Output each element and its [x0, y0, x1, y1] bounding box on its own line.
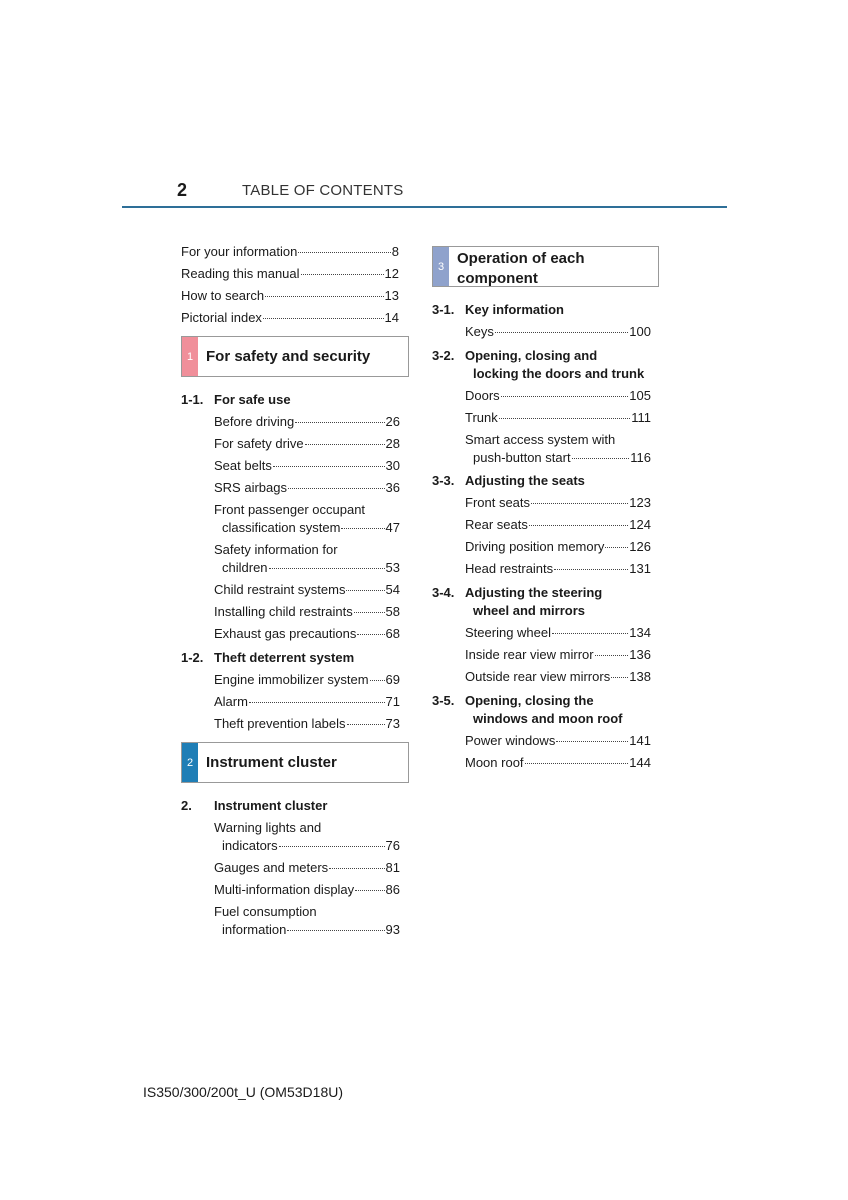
toc-entry[interactable]	[465, 646, 651, 664]
entry-title: Moon roof	[465, 755, 524, 770]
page-number: 68	[385, 626, 400, 641]
dot-leader	[287, 930, 384, 931]
group-3-3-number: 3-3.	[432, 473, 455, 488]
page-number: 126	[629, 539, 651, 554]
section-3-header[interactable]	[432, 246, 659, 287]
toc-entry[interactable]	[465, 668, 651, 686]
dot-leader	[501, 396, 629, 397]
entry-title: Before driving	[214, 414, 295, 429]
group-2-title[interactable]: Instrument cluster	[214, 798, 328, 813]
group-3-1-title[interactable]: Key information	[465, 302, 564, 317]
dot-leader	[265, 296, 383, 297]
page-number: 144	[629, 755, 651, 770]
entry-title: indicators	[222, 838, 278, 853]
toc-entry[interactable]	[181, 265, 399, 283]
section-2-header[interactable]	[181, 742, 409, 783]
entry-title: Reading this manual	[181, 266, 300, 281]
page-number: 36	[385, 480, 400, 495]
group-3-4-title-line2: wheel and mirrors	[473, 603, 585, 618]
dot-leader	[554, 569, 628, 570]
entry-title-line1: Smart access system with	[465, 432, 616, 447]
page-number: 26	[385, 414, 400, 429]
page-number: 54	[385, 582, 400, 597]
dot-leader	[341, 528, 384, 529]
page-header	[122, 178, 727, 208]
dot-leader	[529, 525, 628, 526]
group-3-5-number: 3-5.	[432, 693, 455, 708]
dot-leader	[354, 612, 385, 613]
page-number: 86	[385, 882, 400, 897]
dot-leader	[329, 868, 384, 869]
entry-title: children	[222, 560, 268, 575]
entry-title: Theft prevention labels	[214, 716, 346, 731]
toc-entry[interactable]	[214, 671, 400, 689]
page-number: 134	[629, 625, 651, 640]
toc-entry[interactable]	[222, 519, 400, 537]
group-3-2-title[interactable]: Opening, closing and	[465, 348, 598, 363]
toc-entry[interactable]	[214, 435, 400, 453]
toc-entry[interactable]	[465, 538, 651, 556]
page-number: 12	[384, 266, 399, 281]
entry-title-line1: Front passenger occupant	[214, 502, 366, 517]
dot-leader	[556, 741, 628, 742]
dot-leader	[279, 846, 385, 847]
footer-model-code: IS350/300/200t_U (OM53D18U)	[143, 1084, 343, 1100]
page-number: 111	[631, 410, 651, 425]
entry-title: Trunk	[465, 410, 498, 425]
entry-title: classification system	[222, 520, 341, 535]
toc-entry[interactable]	[222, 921, 400, 939]
entry-title: Power windows	[465, 733, 556, 748]
page-number: 47	[385, 520, 400, 535]
entry-title: Inside rear view mirror	[465, 647, 594, 662]
section-number-tab: 2	[182, 743, 198, 782]
entry-title: Multi-information display	[214, 882, 355, 897]
dot-leader	[288, 488, 385, 489]
dot-leader	[595, 655, 629, 656]
entry-title: For safety drive	[214, 436, 304, 451]
toc-entry[interactable]	[214, 603, 400, 621]
toc-entry[interactable]	[465, 494, 651, 512]
entry-title: For your information	[181, 244, 298, 259]
toc-entry[interactable]	[181, 243, 399, 261]
toc-entry[interactable]	[214, 581, 400, 599]
toc-entry[interactable]	[473, 449, 651, 467]
dot-leader	[295, 422, 384, 423]
page-number: 116	[630, 450, 651, 465]
dot-leader	[552, 633, 628, 634]
page-number: 69	[385, 672, 400, 687]
toc-entry[interactable]	[214, 881, 400, 899]
dot-leader	[346, 590, 384, 591]
dot-leader	[263, 318, 384, 319]
toc-entry[interactable]	[465, 387, 651, 405]
toc-entry[interactable]	[214, 625, 400, 643]
entry-title: Outside rear view mirrors	[465, 669, 611, 684]
dot-leader	[572, 458, 630, 459]
dot-leader	[355, 890, 384, 891]
page-number: 81	[385, 860, 400, 875]
entry-title: Engine immobilizer system	[214, 672, 369, 687]
header-title: TABLE OF CONTENTS	[242, 182, 404, 199]
page-number: 28	[385, 436, 400, 451]
section-title-line2: component	[457, 270, 538, 287]
page-number: 13	[384, 288, 399, 303]
group-1-2-number: 1-2.	[181, 650, 204, 665]
entry-title: Exhaust gas precautions	[214, 626, 357, 641]
toc-entry[interactable]	[214, 413, 400, 431]
group-3-2-number: 3-2.	[432, 348, 455, 363]
section-number-tab: 3	[433, 247, 449, 286]
toc-entry[interactable]	[465, 323, 651, 341]
dot-leader	[301, 274, 384, 275]
dot-leader	[249, 702, 385, 703]
dot-leader	[269, 568, 385, 569]
entry-title-line1: Fuel consumption	[214, 904, 317, 919]
page-number: 14	[384, 310, 399, 325]
dot-leader	[347, 724, 385, 725]
toc-entry[interactable]	[465, 732, 651, 750]
page-number: 124	[629, 517, 651, 532]
group-2-number: 2.	[181, 798, 192, 813]
group-3-5-title-line2: windows and moon roof	[473, 711, 623, 726]
page-number: 105	[629, 388, 651, 403]
dot-leader	[298, 252, 390, 253]
entry-title: Gauges and meters	[214, 860, 329, 875]
toc-entry[interactable]	[222, 837, 400, 855]
section-title-line1: Operation of each	[457, 250, 585, 267]
dot-leader	[305, 444, 385, 445]
entry-title: Rear seats	[465, 517, 528, 532]
toc-entry[interactable]	[214, 693, 400, 711]
entry-title: Seat belts	[214, 458, 272, 473]
toc-entry[interactable]	[465, 560, 651, 578]
toc-entry[interactable]	[465, 516, 651, 534]
group-1-1-number: 1-1.	[181, 392, 204, 407]
entry-title: push-button start	[473, 450, 571, 465]
entry-title: Alarm	[214, 694, 248, 709]
toc-entry[interactable]	[214, 859, 400, 877]
group-3-4-title[interactable]: Adjusting the steering	[465, 585, 603, 600]
toc-entry[interactable]	[222, 559, 400, 577]
page-number: 100	[629, 324, 651, 339]
toc-entry[interactable]	[214, 479, 400, 497]
toc-entry[interactable]	[214, 715, 400, 733]
toc-entry[interactable]	[181, 309, 399, 327]
entry-title: Keys	[465, 324, 494, 339]
entry-title: Pictorial index	[181, 310, 262, 325]
toc-entry[interactable]	[214, 457, 400, 475]
section-title: For safety and security	[206, 348, 371, 365]
page-number: 73	[385, 716, 400, 731]
group-3-3-title[interactable]: Adjusting the seats	[465, 473, 585, 488]
entry-title: Doors	[465, 388, 500, 403]
dot-leader	[370, 680, 385, 681]
group-1-2-title[interactable]: Theft deterrent system	[214, 650, 355, 665]
entry-title: information	[222, 922, 287, 937]
dot-leader	[499, 418, 630, 419]
group-3-5-title[interactable]: Opening, closing the	[465, 693, 594, 708]
dot-leader	[357, 634, 384, 635]
section-number-tab: 1	[182, 337, 198, 376]
dot-leader	[531, 503, 628, 504]
page-number: 53	[385, 560, 400, 575]
group-3-2-title-line2: locking the doors and trunk	[473, 366, 645, 381]
group-3-4-number: 3-4.	[432, 585, 455, 600]
page-number: 136	[629, 647, 651, 662]
page-number: 71	[385, 694, 400, 709]
group-3-1-number: 3-1.	[432, 302, 455, 317]
page-number: 138	[629, 669, 651, 684]
page-number: 30	[385, 458, 400, 473]
page-number: 131	[629, 561, 651, 576]
page-number: 93	[385, 922, 400, 937]
entry-title-line1: Safety information for	[214, 542, 338, 557]
page-number: 8	[391, 244, 399, 259]
header-rule	[122, 206, 727, 208]
page-number: 76	[385, 838, 400, 853]
entry-title: Steering wheel	[465, 625, 551, 640]
section-title: Instrument cluster	[206, 754, 337, 771]
dot-leader	[495, 332, 628, 333]
entry-title: Head restraints	[465, 561, 554, 576]
dot-leader	[525, 763, 629, 764]
page-number: 58	[385, 604, 400, 619]
entry-title: SRS airbags	[214, 480, 287, 495]
toc-entry[interactable]	[181, 287, 399, 305]
toc-entry[interactable]	[465, 409, 651, 427]
entry-title: Driving position memory	[465, 539, 605, 554]
group-1-1-title[interactable]: For safe use	[214, 392, 291, 407]
entry-title: Front seats	[465, 495, 531, 510]
entry-title-line1: Warning lights and	[214, 820, 322, 835]
section-1-header[interactable]	[181, 336, 409, 377]
toc-entry[interactable]	[465, 624, 651, 642]
dot-leader	[273, 466, 385, 467]
dot-leader	[611, 677, 628, 678]
entry-title: Installing child restraints	[214, 604, 353, 619]
toc-entry[interactable]	[465, 754, 651, 772]
entry-title: Child restraint systems	[214, 582, 346, 597]
dot-leader	[605, 547, 628, 548]
page-number: 123	[629, 495, 651, 510]
page-number: 2	[177, 180, 188, 200]
page-number: 141	[629, 733, 651, 748]
entry-title: How to search	[181, 288, 265, 303]
